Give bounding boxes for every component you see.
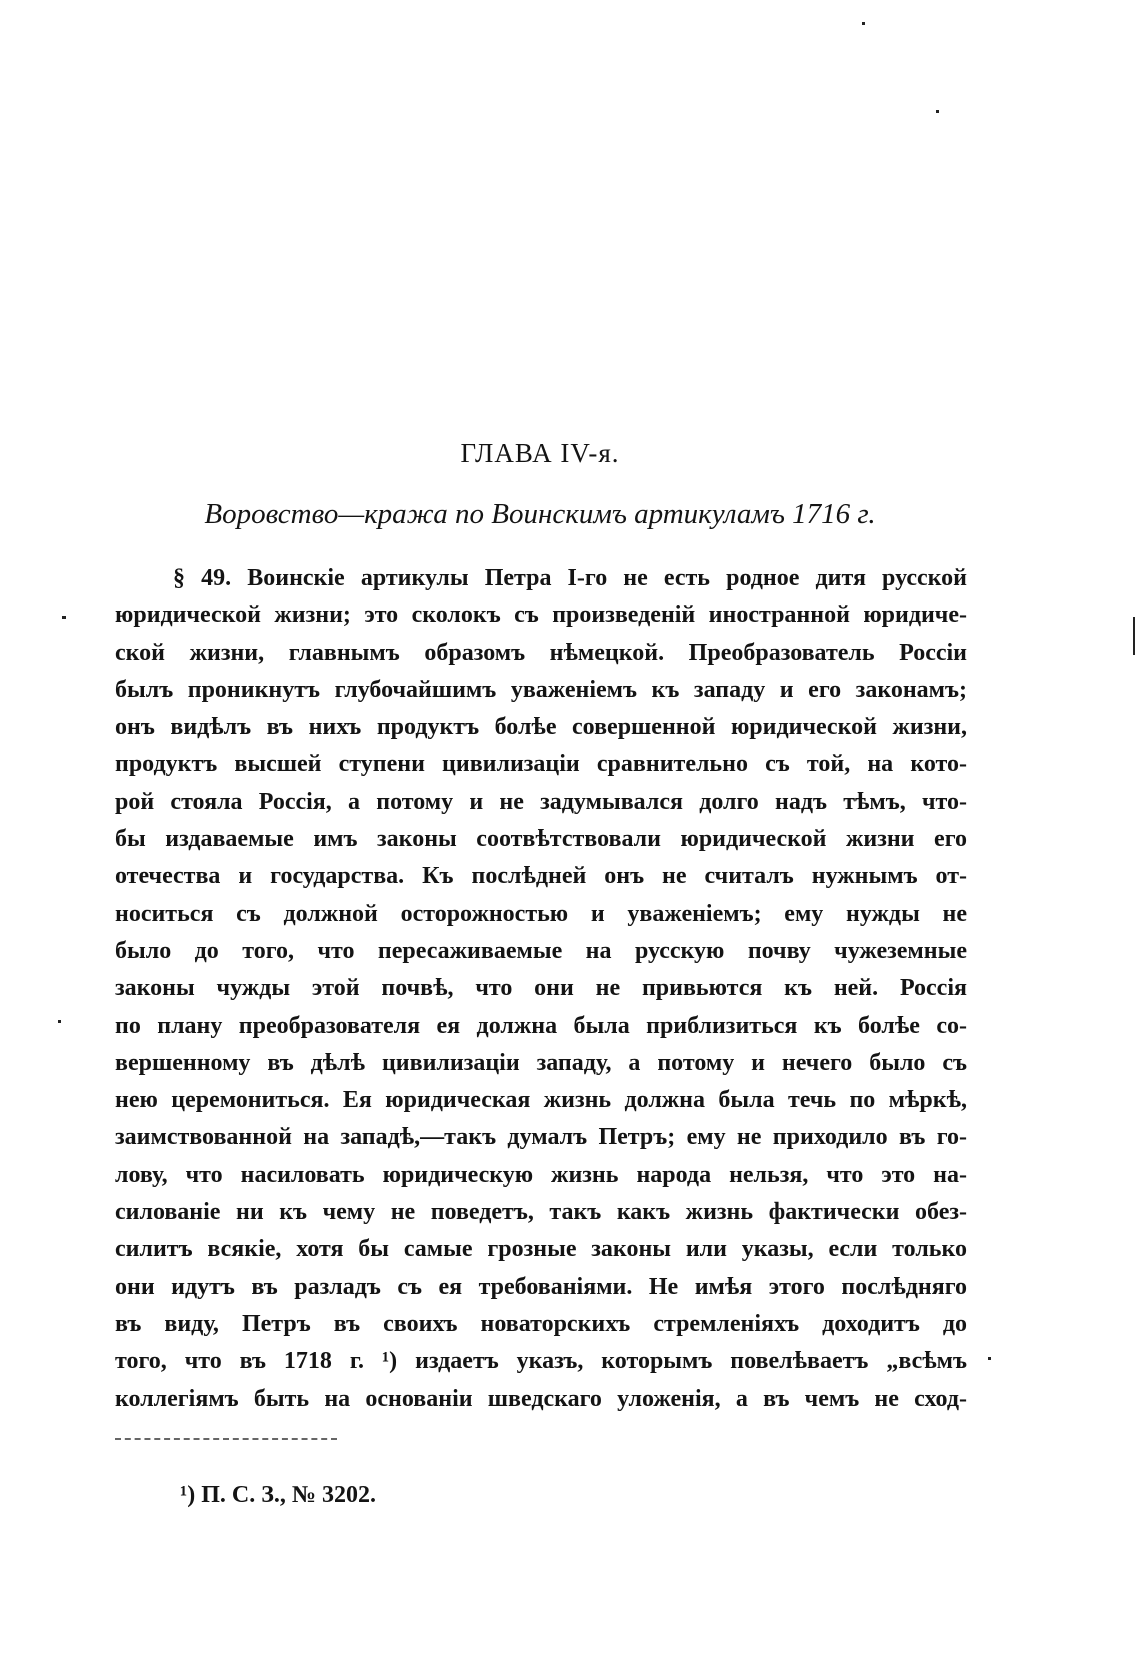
text-line: продуктъ высшей ступени цивилизаціи сравнительно съ той, на кото-	[115, 751, 967, 778]
text-line: въ виду, Петръ въ своихъ новаторскихъ стремленіяхъ доходитъ до	[115, 1310, 967, 1337]
text-line: отечества и государства. Къ послѣдней онъ не считалъ нужнымъ от-	[115, 863, 967, 890]
text-line: бы издаваемые имъ законы соотвѣтствовали юридической жизни его	[115, 826, 967, 853]
text-line: нею церемониться. Ея юридическая жизнь должна была течь по мѣркѣ,	[115, 1087, 967, 1114]
margin-speck	[62, 616, 66, 619]
margin-rule	[1133, 617, 1135, 655]
footnote-separator	[115, 1438, 337, 1440]
margin-speck	[862, 22, 865, 25]
text-line: носиться съ должной осторожностью и уваженіемъ; ему нужды не	[115, 900, 967, 927]
text-line: онъ видѣлъ въ нихъ продуктъ болѣе совершенной юридической жизни,	[115, 714, 967, 741]
margin-speck	[988, 1357, 991, 1360]
text-line: былъ проникнутъ глубочайшимъ уваженіемъ къ западу и его законамъ;	[115, 676, 967, 703]
text-line: по плану преобразователя ея должна была приблизиться къ болѣе со-	[115, 1012, 967, 1039]
text-line: силованіе ни къ чему не поведетъ, такъ какъ жизнь фактически обез-	[115, 1199, 967, 1226]
text-line: юридической жизни; это сколокъ съ произведеній иностранной юридиче-	[115, 602, 967, 629]
chapter-subtitle: Воровство—кража по Воинскимъ артикуламъ 1716 г.	[204, 498, 876, 530]
text-line: силитъ всякіе, хотя бы самые грозные законы или указы, если только	[115, 1236, 967, 1263]
text-line: законы чужды этой почвѣ, что они не привьются къ ней. Россія	[115, 975, 967, 1002]
chapter-heading: ГЛАВА IV-я.	[460, 438, 620, 468]
text-line: заимствованной на западѣ,—такъ думалъ Петръ; ему не приходило въ го-	[115, 1124, 967, 1151]
footnote: ¹) П. С. З., № 3202.	[180, 1482, 376, 1508]
text-line: лову, что насиловать юридическую жизнь народа нельзя, что это на-	[115, 1161, 967, 1188]
margin-speck	[936, 110, 939, 113]
text-line: было до того, что пересаживаемые на русскую почву чужеземные	[115, 937, 967, 964]
text-line: того, что въ 1718 г. ¹) издаетъ указъ, которымъ повелѣваетъ „всѣмъ	[115, 1348, 967, 1375]
paragraph-49	[115, 560, 967, 1418]
text-line: они идутъ въ разладъ съ ея требованіями. Не имѣя этого послѣдняго	[115, 1273, 967, 1300]
text-line: коллегіямъ быть на основаніи шведскаго уложенія, а въ чемъ не сход-	[115, 1385, 967, 1412]
text-line: ской жизни, главнымъ образомъ нѣмецкой. Преобразователь Россіи	[115, 639, 967, 666]
text-line: рой стояла Россія, а потому и не задумывался долго надъ тѣмъ, что-	[115, 788, 967, 815]
margin-speck	[58, 1020, 61, 1023]
text-line: вершенному въ дѣлѣ цивилизаціи западу, а потому и нечего было съ	[115, 1049, 967, 1076]
text-line: § 49. Воинскіе артикулы Петра I-го не есть родное дитя русской	[173, 565, 967, 591]
